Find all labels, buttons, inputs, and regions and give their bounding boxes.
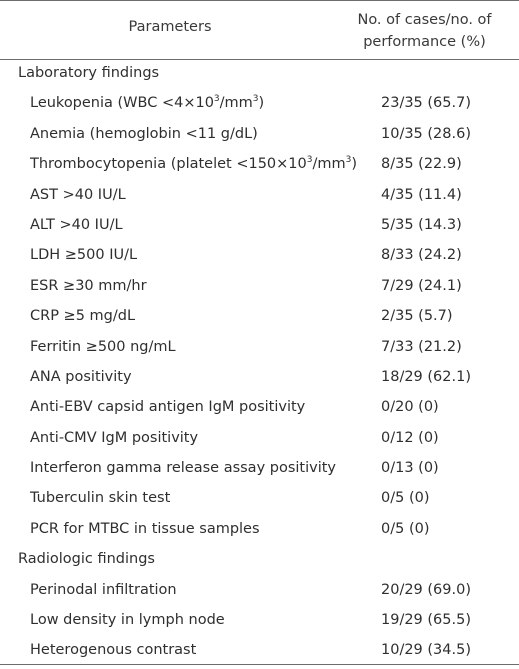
table-bottom-rule [0,664,519,665]
table-row [0,301,519,331]
row-label: CRP ≥5 mg/dL [30,308,136,325]
table-row [0,88,519,118]
table-row [0,240,519,270]
header-parameters: Parameters [128,19,212,35]
table-row [0,453,519,483]
row-label: ANA positivity [30,368,132,385]
row-value: 0/5 (0) [381,520,430,537]
row-value: 5/35 (14.3) [381,216,462,233]
row-label: LDH ≥500 IU/L [30,247,138,264]
header-cases-line1: No. of cases/no. of [357,12,492,28]
section-row [0,544,519,574]
row-label: Tuberculin skin test [30,490,171,507]
table-body [0,58,519,666]
row-value: 19/29 (65.5) [381,612,471,629]
table-row [0,271,519,301]
row-label: Low density in lymph node [30,612,225,629]
table-row [0,362,519,392]
row-value: 10/29 (34.5) [381,642,471,659]
row-value: 2/35 (5.7) [381,308,453,325]
row-value: 0/12 (0) [381,429,439,446]
section-row [0,58,519,88]
row-value: 4/35 (11.4) [381,186,462,203]
row-label: Perinodal infiltration [30,581,177,598]
row-value: 23/35 (65.7) [381,95,471,112]
row-label: Heterogenous contrast [30,642,197,659]
row-value: 0/13 (0) [381,460,439,477]
table-row [0,605,519,635]
row-label: Anemia (hemoglobin <11 g/dL) [30,125,258,142]
header-cases-line2: performance (%) [363,34,486,50]
table-row [0,149,519,179]
row-value: 0/5 (0) [381,490,430,507]
row-label: Leukopenia $(WBC <4\times 10^3/mm^3)$ [30,94,265,112]
row-label: AST >40 IU/L [30,186,126,203]
table-row [0,392,519,422]
row-value: 7/29 (24.1) [381,277,462,294]
table-row [0,119,519,149]
table-row [0,423,519,453]
row-value: 8/33 (24.2) [381,247,462,264]
row-label: ESR ≥30 mm/hr [30,277,147,294]
table-row [0,635,519,665]
row-label: ALT >40 IU/L [30,216,123,233]
row-label: Anti-EBV capsid antigen IgM positivity [30,399,306,416]
row-label: Anti-CMV IgM positivity [30,429,199,446]
row-value: 18/29 (62.1) [381,368,471,385]
row-label: Ferritin ≥500 ng/mL [30,338,176,355]
table-row [0,210,519,240]
row-label: PCR for MTBC in tissue samples [30,520,260,537]
row-value: 7/33 (21.2) [381,338,462,355]
row-value: 8/35 (22.9) [381,156,462,173]
table-row [0,332,519,362]
header-cases [330,9,519,53]
row-value: 20/29 (69.0) [381,581,471,598]
table-row [0,514,519,544]
row-label: Thrombocytopenia (platelet $<150\times 10^3/mm^3$) [30,155,358,173]
section-label: Radiologic findings [18,551,155,568]
row-label: Interferon gamma release assay positivity [30,460,337,477]
table-row [0,180,519,210]
table-header [0,0,519,60]
table-row [0,575,519,605]
row-value: 0/20 (0) [381,399,439,416]
section-label: Laboratory findings [18,65,160,81]
row-value: 10/35 (28.6) [381,125,471,142]
table-row [0,483,519,513]
